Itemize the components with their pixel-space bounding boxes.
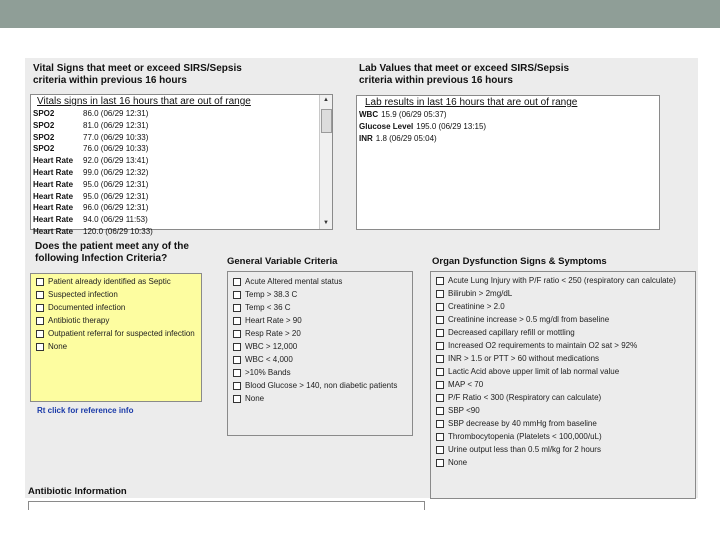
checkbox-item[interactable] — [436, 393, 601, 403]
checkbox-label: SBP <90 — [448, 406, 480, 415]
checkbox-label: Suspected infection — [48, 290, 118, 299]
checkbox[interactable] — [36, 343, 44, 351]
checkbox-item[interactable] — [233, 342, 297, 352]
infection-criteria-box — [30, 273, 202, 402]
row-value: 96.0 (06/29 12:31) — [83, 203, 149, 213]
labs-listbox[interactable] — [356, 95, 660, 230]
checkbox[interactable] — [233, 304, 241, 312]
checkbox[interactable] — [233, 356, 241, 364]
checkbox-item[interactable] — [233, 303, 291, 313]
checkbox-label: Creatinine increase > 0.5 mg/dl from baseline — [448, 315, 610, 324]
checkbox[interactable] — [436, 459, 444, 467]
row-value: 15.9 (06/29 05:37) — [381, 110, 447, 119]
reference-info-link[interactable]: Rt click for reference info — [37, 406, 134, 415]
checkbox-label: Temp > 38.3 C — [245, 290, 298, 299]
checkbox[interactable] — [436, 277, 444, 285]
row-label: Glucose Level — [359, 121, 414, 131]
checkbox[interactable] — [436, 446, 444, 454]
checkbox-item[interactable] — [233, 329, 301, 339]
general-header: General Variable Criteria — [227, 256, 338, 267]
list-row[interactable] — [31, 120, 332, 132]
list-row[interactable] — [357, 121, 659, 133]
row-label: WBC — [359, 110, 379, 119]
checkbox-label: Blood Glucose > 140, non diabetic patients — [245, 381, 398, 390]
row-label: Heart Rate — [33, 191, 74, 201]
checkbox[interactable] — [436, 355, 444, 363]
list-row[interactable] — [31, 155, 332, 167]
checkbox-item[interactable] — [233, 394, 264, 404]
antibiotic-header: Antibiotic Information — [28, 486, 127, 497]
labs-header: Lab Values that meet or exceed SIRS/Sepsis criteria within previous 16 hours — [359, 63, 570, 86]
vitals-list-title: Vitals signs in last 16 hours that are out of range — [37, 96, 251, 107]
list-row[interactable] — [31, 132, 332, 144]
checkbox[interactable] — [233, 382, 241, 390]
row-value: 76.0 (06/29 10:33) — [83, 144, 149, 154]
checkbox[interactable] — [233, 395, 241, 403]
slide-title-bar — [0, 0, 720, 28]
checkbox-item[interactable] — [233, 381, 397, 391]
list-row[interactable] — [31, 226, 332, 238]
scroll-thumb[interactable] — [321, 109, 332, 133]
row-value: 120.0 (06/29 10:33) — [83, 226, 153, 236]
checkbox-label: None — [48, 342, 68, 351]
checkbox-label: SBP decrease by 40 mmHg from baseline — [448, 419, 597, 428]
row-value: 195.0 (06/29 13:15) — [416, 121, 487, 131]
checkbox-label: WBC < 4,000 — [245, 355, 293, 364]
checkbox-label: Increased O2 requirements to maintain O2 sat > 92% — [448, 341, 638, 350]
checkbox[interactable] — [436, 316, 444, 324]
checkbox-label: None — [448, 458, 468, 467]
row-value: 1.8 (06/29 05:04) — [375, 133, 437, 143]
labs-rows — [357, 109, 659, 144]
checkbox-item[interactable] — [436, 354, 599, 364]
checkbox-item[interactable] — [36, 290, 118, 300]
row-value: 94.0 (06/29 11:53) — [83, 215, 148, 225]
row-label: SPO2 — [33, 144, 55, 154]
list-row[interactable] — [357, 133, 659, 145]
row-label: Heart Rate — [33, 167, 74, 177]
row-label: Heart Rate — [33, 179, 74, 189]
list-row[interactable] — [357, 109, 659, 121]
checkbox-label: P/F Ratio < 300 (Respiratory can calculate) — [448, 393, 602, 402]
checkbox-label: Patient already identified as Septic — [48, 277, 171, 286]
checkbox-item[interactable] — [36, 342, 67, 352]
row-value: 92.0 (06/29 13:41) — [83, 156, 149, 166]
checkbox-item[interactable] — [436, 458, 467, 468]
checkbox-item[interactable] — [436, 315, 609, 325]
checkbox-item[interactable] — [436, 328, 575, 338]
checkbox-item[interactable] — [233, 290, 297, 300]
checkbox-label: Temp < 36 C — [245, 303, 291, 312]
checkbox[interactable] — [436, 290, 444, 298]
row-label: Heart Rate — [33, 203, 74, 213]
checkbox-item[interactable] — [36, 316, 109, 326]
checkbox-item[interactable] — [36, 329, 195, 339]
row-label: SPO2 — [33, 132, 55, 142]
checkbox-item[interactable] — [436, 289, 512, 299]
checkbox-label: Thrombocytopenia (Platelets < 100,000/uL) — [448, 432, 602, 441]
checkbox-item[interactable] — [436, 367, 619, 377]
row-value: 99.0 (06/29 12:32) — [83, 167, 149, 177]
checkbox-item[interactable] — [233, 277, 342, 287]
checkbox-item[interactable] — [436, 445, 601, 455]
organ-criteria-box — [430, 271, 696, 499]
row-label: Heart Rate — [33, 156, 74, 166]
checkbox[interactable] — [233, 291, 241, 299]
checkbox-label: MAP < 70 — [448, 380, 484, 389]
list-row[interactable] — [31, 179, 332, 191]
vitals-rows — [31, 108, 332, 238]
checkbox[interactable] — [36, 278, 44, 286]
list-row[interactable] — [31, 202, 332, 214]
vitals-listbox[interactable] — [30, 94, 333, 236]
checkbox-label: Urine output less than 0.5 ml/kg for 2 hours — [448, 445, 601, 454]
checkbox-label: Acute Lung Injury with P/F ratio < 250 (respiratory can calculate) — [448, 276, 676, 285]
checkbox-label: INR > 1.5 or PTT > 60 without medications — [448, 354, 600, 363]
checkbox-label: WBC > 12,000 — [245, 342, 298, 351]
checkbox[interactable] — [233, 317, 241, 325]
checkbox-label: Decreased capillary refill or mottling — [448, 328, 575, 337]
checkbox[interactable] — [436, 329, 444, 337]
row-label: SPO2 — [33, 120, 55, 130]
row-value: 86.0 (06/29 12:31) — [83, 109, 149, 118]
list-row[interactable] — [31, 191, 332, 203]
checkbox[interactable] — [233, 330, 241, 338]
checkbox-label: Documented infection — [48, 303, 126, 312]
checkbox-label: Outpatient referral for suspected infection — [48, 329, 195, 338]
checkbox-item[interactable] — [436, 432, 602, 442]
general-criteria-box — [227, 271, 413, 436]
checkbox[interactable] — [36, 304, 44, 312]
checkbox-label: Bilirubin > 2mg/dL — [448, 289, 513, 298]
checkbox[interactable] — [436, 368, 444, 376]
checkbox-item[interactable] — [436, 419, 597, 429]
list-row[interactable] — [31, 214, 332, 226]
checkbox[interactable] — [436, 394, 444, 402]
vitals-scrollbar[interactable] — [319, 95, 332, 229]
infection-header: Does the patient meet any of the following Infection Criteria? — [35, 241, 189, 264]
row-value: 95.0 (06/29 12:31) — [83, 179, 149, 189]
checkbox[interactable] — [233, 278, 241, 286]
labs-list-title: Lab results in last 16 hours that are out of range — [365, 97, 578, 108]
row-value: 77.0 (06/29 10:33) — [83, 132, 149, 142]
organ-header: Organ Dysfunction Signs & Symptoms — [432, 256, 607, 267]
checkbox-label: Lactic Acid above upper limit of lab normal value — [448, 367, 620, 376]
checkbox-label: None — [245, 394, 265, 403]
row-label: SPO2 — [33, 109, 55, 118]
checkbox-item[interactable] — [436, 302, 505, 312]
antibiotic-field[interactable] — [28, 501, 425, 510]
checkbox-item[interactable] — [436, 276, 676, 286]
list-row[interactable] — [31, 143, 332, 155]
checkbox-item[interactable] — [436, 406, 480, 416]
checkbox-label: >10% Bands — [245, 368, 291, 377]
checkbox[interactable] — [436, 303, 444, 311]
row-label: Heart Rate — [33, 226, 74, 236]
checkbox-item[interactable] — [36, 277, 171, 287]
checkbox[interactable] — [436, 342, 444, 350]
checkbox-item[interactable] — [436, 341, 637, 351]
checkbox[interactable] — [36, 317, 44, 325]
checkbox-label: Antibiotic therapy — [48, 316, 110, 325]
checkbox-item[interactable] — [436, 380, 483, 390]
checkbox-label: Heart Rate > 90 — [245, 316, 302, 325]
checkbox[interactable] — [36, 291, 44, 299]
checkbox-item[interactable] — [233, 368, 291, 378]
checkbox-item[interactable] — [233, 316, 302, 326]
checkbox[interactable] — [233, 343, 241, 351]
checkbox[interactable] — [436, 407, 444, 415]
checkbox-label: Resp Rate > 20 — [245, 329, 301, 338]
checkbox-label: Acute Altered mental status — [245, 277, 343, 286]
row-value: 95.0 (06/29 12:31) — [83, 191, 149, 201]
checkbox[interactable] — [233, 369, 241, 377]
list-row[interactable] — [31, 167, 332, 179]
scroll-down-icon[interactable]: ▼ — [323, 220, 329, 226]
checkbox-item[interactable] — [36, 303, 125, 313]
list-row[interactable] — [31, 108, 332, 120]
scroll-up-icon[interactable]: ▲ — [323, 97, 329, 103]
checkbox[interactable] — [36, 330, 44, 338]
row-value: 81.0 (06/29 12:31) — [83, 120, 149, 130]
row-label: Heart Rate — [33, 215, 74, 225]
vitals-header: Vital Signs that meet or exceed SIRS/Sepsis criteria within previous 16 hours — [33, 63, 242, 86]
checkbox[interactable] — [436, 381, 444, 389]
row-label: INR — [359, 133, 373, 143]
checkbox-item[interactable] — [233, 355, 293, 365]
checkbox[interactable] — [436, 433, 444, 441]
checkbox[interactable] — [436, 420, 444, 428]
checkbox-label: Creatinine > 2.0 — [448, 302, 505, 311]
